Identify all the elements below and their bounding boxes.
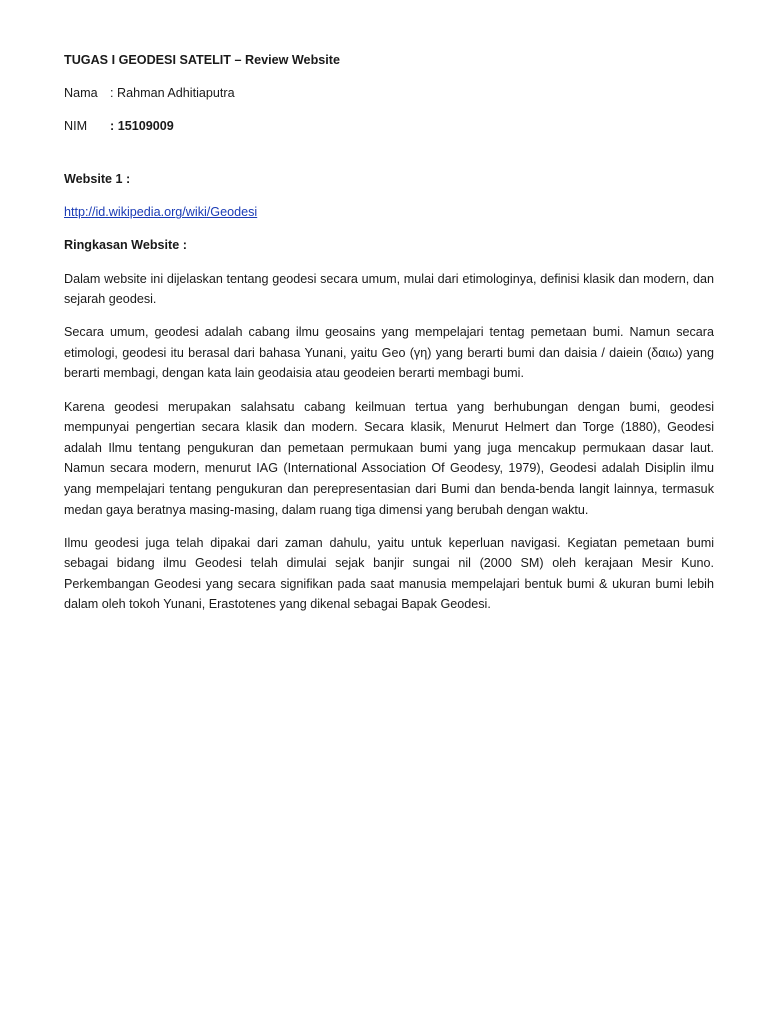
title-suffix: Review Website bbox=[245, 53, 340, 67]
nim-value: : 15109009 bbox=[110, 119, 174, 134]
paragraph-3: Karena geodesi merupakan salahsatu cabang keilmuan tertua yang berhubungan dengan bumi, geodesi mempunyai pengertian secara klasik dan modern. Secara klasik, Menurut Helmert dan Torge (1880), Geodesi adalah Ilmu tentang pengukuran dan pemetaan permukaan bumi yang juga mencakup permukaan dasar laut. Namun secara modern, menurut IAG (International Association Of Geodesy, 1979), Geodesi adalah Disiplin ilmu yang mempelajari tentang pengukuran dan perepresentasian dari Bumi dan benda-benda langit lainnya, termasuk medan gaya beratnya masing-masing, dalam ruang tiga dimensi yang berubah dengan waktu. bbox=[64, 399, 714, 517]
website-heading: Website 1 : bbox=[64, 172, 131, 187]
paragraph-4: Ilmu geodesi juga telah dipakai dari zaman dahulu, yaitu untuk keperluan navigasi. Kegiatan pemetaan bumi sebagai bidang ilmu Geodesi telah dimulai sejak banjir sungai nil (2000 SM) oleh kerajaan Mesir Kuno. Perkembangan Geodesi yang secara signifikan pada saat manusia mempelajari bentuk bumi & ukuran bumi lebih dalam oleh tokoh Yunani, Erastotenes yang dikenal sebagai Bapak Geodesi. bbox=[64, 535, 714, 612]
spacer bbox=[64, 149, 714, 169]
document-page bbox=[64, 50, 714, 627]
website-link-row bbox=[64, 202, 714, 223]
nim-label: NIM bbox=[64, 119, 88, 134]
nim-row bbox=[64, 116, 714, 137]
paragraph-2: Secara umum, geodesi adalah cabang ilmu geosains yang mempelajari tentag pemetaan bumi. Namun secara etimologi, geodesi itu berasal dari bahasa Yunani, yaitu Geo (γη) yang berarti bumi dan daisia / daiein (δαιω) yang berarti membagi, dengan kata lain geodaisia atau geodeien berarti membagi bumi. bbox=[64, 325, 714, 381]
name-label: Nama bbox=[64, 86, 98, 101]
website-link[interactable]: http://id.wikipedia.org/wiki/Geodesi bbox=[64, 205, 258, 220]
document-title bbox=[64, 50, 714, 71]
title-prefix: TUGAS I GEODESI SATELIT – bbox=[64, 53, 245, 67]
name-value: : Rahman Adhitiaputra bbox=[110, 86, 235, 101]
name-row bbox=[64, 83, 714, 104]
summary-heading: Ringkasan Website : bbox=[64, 238, 187, 253]
paragraph-1: Dalam website ini dijelaskan tentang geodesi secara umum, mulai dari etimologinya, definisi klasik dan modern, dan sejarah geodesi. bbox=[64, 271, 714, 307]
